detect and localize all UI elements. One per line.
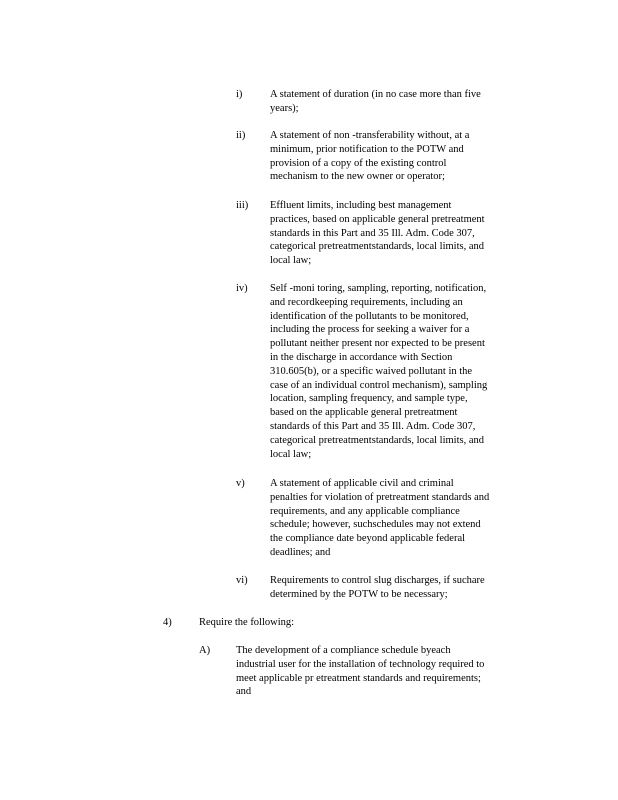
text-line: in the discharge in accordance with Section: [270, 351, 453, 363]
text-line: industrial user for the installation of technology required to: [236, 658, 485, 670]
text-line: A statement of duration (in no case more than five: [270, 89, 481, 100]
text-line: A statement of applicable civil and criminal: [270, 478, 454, 489]
item-marker: iii): [236, 200, 249, 211]
list-item-vi: [236, 574, 522, 602]
text-line: years);: [270, 102, 299, 114]
text-line: provision of a copy of the existing control: [270, 157, 447, 169]
item-text: [270, 574, 522, 602]
text-line: minimum, prior notification to the POTW and: [270, 143, 464, 155]
text-line: A statement of non -transferability without, at a: [270, 130, 470, 141]
item-marker: v): [236, 478, 245, 489]
item-marker: vi): [236, 575, 248, 586]
text-line: local law;: [270, 448, 312, 460]
text-line: practices, based on applicable general pretreatment: [270, 213, 485, 225]
item-marker: i): [236, 89, 243, 100]
text-line: and: [236, 686, 252, 698]
text-line: penalties for violation of pretreatment standards and: [270, 491, 490, 503]
list-item-i: [236, 88, 522, 116]
text-line: categorical pretreatmentstandards, local limits, and: [270, 434, 484, 446]
list-item-A: [199, 644, 526, 699]
text-line: determined by the POTW to be necessary;: [270, 588, 448, 600]
text-line: including the process for seeking a waiver for a: [270, 324, 470, 336]
text-line: meet applicable pr etreatment standards and requirements;: [236, 672, 481, 684]
text-line: identification of the pollutants to be monitored,: [270, 310, 469, 322]
list-item-4: [163, 616, 399, 630]
item-text: [270, 129, 522, 184]
text-line: based on the applicable general pretreatment: [270, 407, 458, 419]
text-line: mechanism to the new owner or operator;: [270, 171, 445, 183]
text-line: the compliance date beyond applicable federal: [270, 533, 466, 545]
item-text: [236, 644, 526, 699]
item-marker: 4): [163, 617, 172, 628]
text-line: case of an individual control mechanism), sampling: [270, 379, 488, 391]
text-line: Require the following:: [199, 617, 295, 628]
text-line: standards of this Part and 35 Ill. Adm. Code 307,: [270, 420, 476, 432]
text-line: deadlines; and: [270, 546, 331, 558]
text-line: local law;: [270, 255, 312, 267]
item-text: [270, 199, 522, 268]
item-marker: iv): [236, 283, 248, 294]
item-marker: A): [199, 645, 211, 656]
text-line: 310.605(b), or a specific waived pollutant in the: [270, 365, 473, 377]
list-item-iii: [236, 199, 522, 268]
list-item-v: [236, 477, 522, 560]
text-line: The development of a compliance schedule byeach: [236, 645, 451, 656]
item-marker: ii): [236, 130, 246, 141]
text-line: schedule; however, suchschedules may not extend: [270, 519, 481, 531]
item-text: [270, 282, 522, 461]
list-item-ii: [236, 129, 522, 184]
text-line: categorical pretreatmentstandards, local limits, and: [270, 241, 484, 253]
item-text: [270, 477, 522, 560]
item-text: [270, 88, 522, 116]
text-line: requirements, and any applicable compliance: [270, 505, 460, 517]
list-item-iv: [236, 282, 522, 461]
text-line: Effluent limits, including best management: [270, 200, 452, 211]
text-line: and recordkeeping requirements, including an: [270, 296, 463, 308]
text-line: location, sampling frequency, and sample type,: [270, 393, 468, 405]
text-line: Self -moni toring, sampling, reporting, notification,: [270, 283, 487, 294]
text-line: pollutant neither present nor expected to be present: [270, 338, 485, 350]
text-line: Requirements to control slug discharges, if suchare: [270, 575, 485, 586]
item-text: [199, 616, 399, 630]
text-line: standards in this Part and 35 Ill. Adm. Code 307,: [270, 227, 475, 239]
